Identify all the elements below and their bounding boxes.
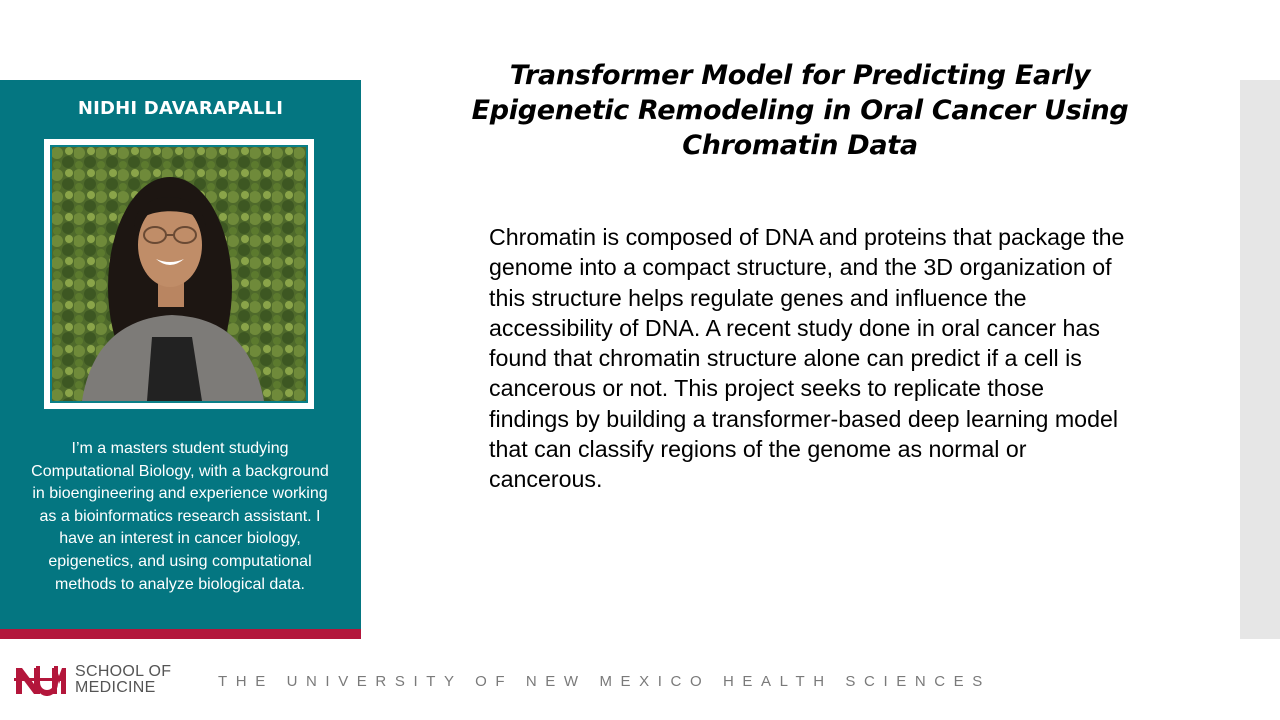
presenter-bio: I’m a masters student studying Computational Biology, with a background in bioengineering and experience working as a bioinformatics research assistant. I have an interest in cancer biology, epigenetics, and using computational methods to analyze biological data. bbox=[31, 440, 329, 593]
school-name bbox=[75, 664, 171, 696]
school-line-2: MEDICINE bbox=[75, 679, 156, 696]
accent-bar bbox=[0, 629, 361, 639]
presenter-photo-frame bbox=[44, 139, 314, 409]
side-strip bbox=[1240, 80, 1280, 639]
presenter-name: NIDHI DAVARAPALLI bbox=[77, 98, 284, 119]
poster-abstract: Chromatin is composed of DNA and proteins that package the genome into a compact structure, and the 3D organization of this structure helps regulate genes and influence the accessibility of DNA. A recent study done in oral cancer has found that chromatin structure alone can predict if a cell is cancerous or not. This project seeks to replicate those findings by building a transformer-based deep learning model that can classify regions of the genome as normal or cancerous. bbox=[489, 224, 1125, 493]
university-tagline: THE UNIVERSITY OF NEW MEXICO HEALTH SCIENCES bbox=[218, 673, 991, 690]
poster-title: Transformer Model for Predicting Early Epigenetic Remodeling in Oral Cancer Using Chromatin Data bbox=[471, 60, 1129, 161]
school-line-1: SCHOOL OF bbox=[75, 663, 172, 680]
unm-logo-icon bbox=[14, 662, 66, 698]
presenter-photo bbox=[50, 145, 308, 403]
